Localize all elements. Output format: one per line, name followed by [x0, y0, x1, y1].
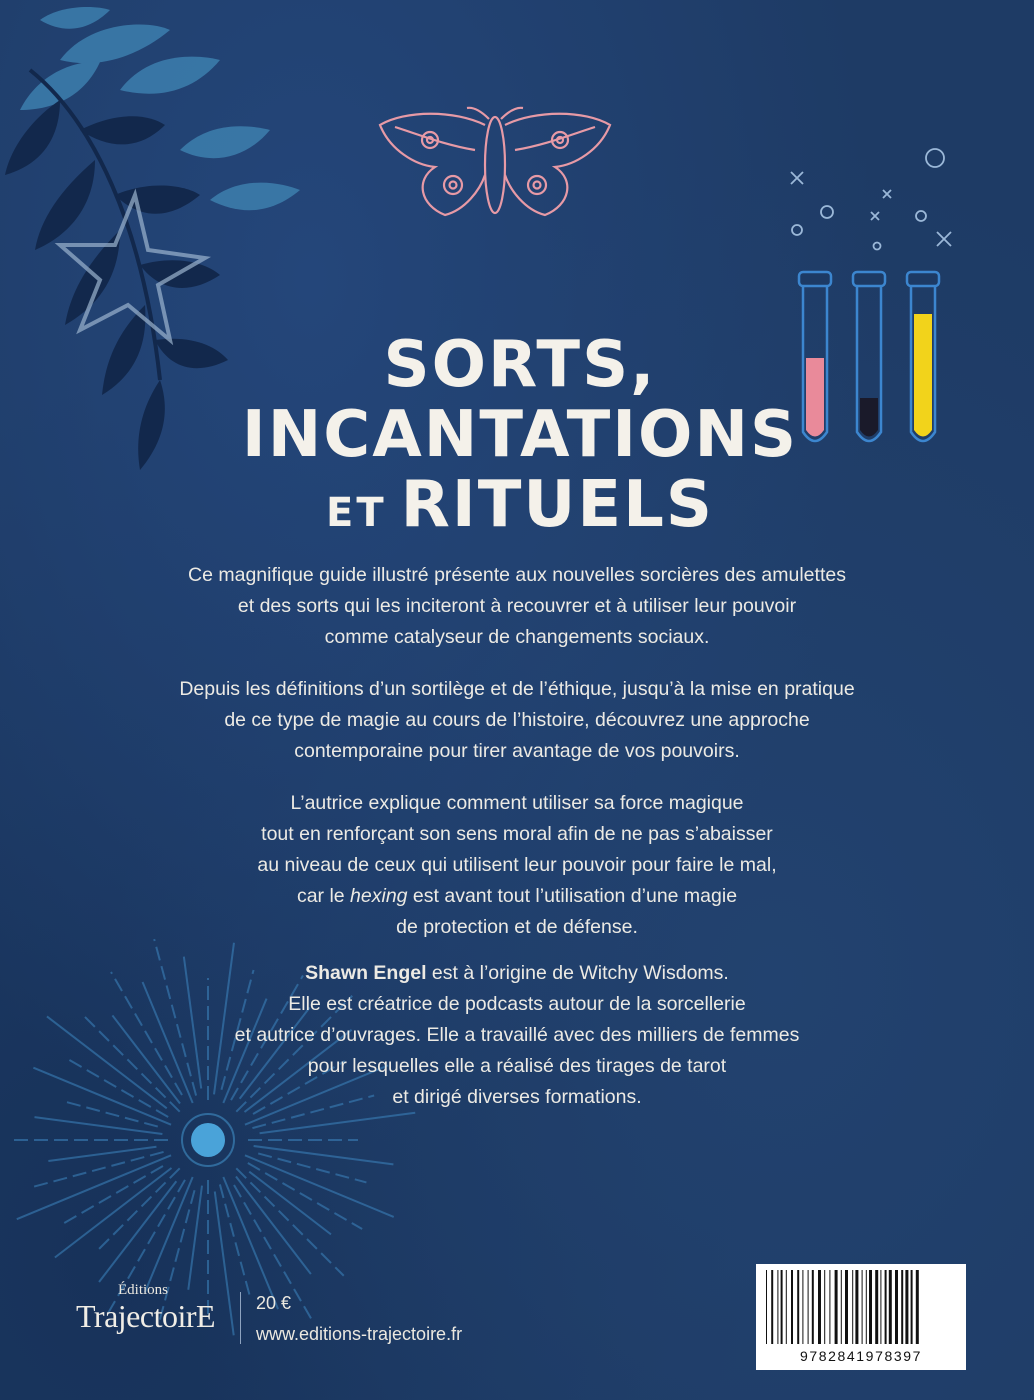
text-line: tout en renforçant son sens moral afin de ne pas s’abaisser [261, 823, 773, 845]
barcode-bar [905, 1270, 908, 1344]
barcode-bar [855, 1270, 858, 1344]
barcode-bar [852, 1270, 853, 1344]
barcode-bar [802, 1270, 803, 1344]
text-fragment: est avant tout l’utilisation d’une magie [407, 885, 738, 907]
barcode-bar [869, 1270, 872, 1344]
barcode-bars [756, 1264, 966, 1348]
sunburst-ray [188, 1186, 202, 1290]
text-line: de protection et de défense. [396, 916, 638, 938]
tube-dark [853, 272, 885, 441]
text-line: de ce type de magie au cours de l’histoire, découvrez une approche [224, 709, 810, 731]
sunburst-ray [236, 1168, 343, 1275]
text-line [80, 881, 954, 912]
barcode-bar [771, 1270, 773, 1344]
barcode-bar [885, 1270, 887, 1344]
text-line [80, 958, 954, 989]
sunburst-ray [260, 1113, 416, 1133]
text-line: et dirigé diverses formations. [392, 1086, 642, 1108]
barcode-bar [766, 1270, 767, 1344]
sunburst-ray [30, 1152, 163, 1188]
barcode-bar [901, 1270, 903, 1344]
tube-yellow [907, 272, 939, 441]
barcode-bar [875, 1270, 878, 1344]
price: 20 € [256, 1293, 292, 1313]
author-bio [80, 958, 954, 1113]
author-name: Shawn Engel [305, 962, 427, 984]
text-fragment: est à l’origine de Witchy Wisdoms. [426, 962, 729, 984]
barcode-bar [777, 1270, 778, 1344]
barcode-bar [829, 1270, 830, 1344]
text-line: pour lesquelles elle a réalisé des tirages de tarot [307, 1055, 727, 1077]
barcode-bar [889, 1270, 892, 1344]
barcode [756, 1264, 966, 1370]
barcode-bar [781, 1270, 783, 1344]
barcode-bar [835, 1270, 838, 1344]
publisher-logo [76, 1282, 236, 1352]
text-line: Depuis les définitions d’un sortilège et de l’éthique, jusqu’à la mise en pratique [179, 678, 855, 700]
barcode-bar [808, 1270, 809, 1344]
description-paragraph-2 [80, 674, 954, 767]
text-line: L’autrice explique comment utiliser sa force magique [290, 792, 744, 814]
text-line: et des sorts qui les inciteront à recouvrer et à utiliser leur pouvoir [237, 595, 797, 617]
barcode-bar [818, 1270, 821, 1344]
sunburst-ray [145, 1177, 193, 1292]
text-line: comme catalyseur de changements sociaux. [324, 626, 710, 648]
publisher-name: TrajectoirE [76, 1298, 216, 1334]
barcode-bar [812, 1270, 814, 1344]
text-line: Elle est créatrice de podcasts autour de la sorcellerie [288, 993, 746, 1015]
barcode-bar [845, 1270, 848, 1344]
barcode-bar [824, 1270, 825, 1344]
publisher-editions-label: Éditions [118, 1282, 169, 1298]
publisher-divider [240, 1292, 241, 1344]
barcode-bar [866, 1270, 867, 1344]
hexing-term: hexing [350, 885, 408, 907]
barcode-bar [786, 1270, 787, 1344]
text-line: et autrice d’ouvrages. Elle a travaillé avec des milliers de femmes [234, 1024, 800, 1046]
text-fragment: car le [296, 885, 351, 907]
barcode-bar [797, 1270, 799, 1344]
barcode-bar [895, 1270, 898, 1344]
sunburst-ray [34, 1117, 162, 1134]
barcode-bar [916, 1270, 919, 1344]
book-title [200, 330, 840, 548]
description-paragraph-3 [80, 788, 954, 943]
barcode-bar [791, 1270, 793, 1344]
barcode-bar [911, 1270, 913, 1344]
barcode-bar [880, 1270, 881, 1344]
text-line: au niveau de ceux qui utilisent leur pouvoir pour faire le mal, [257, 854, 777, 876]
text-line: contemporaine pour tirer avantage de vos pouvoirs. [294, 740, 740, 762]
sunburst-ray [220, 1184, 250, 1294]
publisher-website: www.editions-trajectoire.fr [256, 1324, 463, 1344]
description-paragraph-1 [80, 560, 954, 653]
sunburst-ray [55, 1168, 172, 1257]
title-rituels: RITUELS [400, 468, 714, 542]
title-line-2: INCANTATIONS [241, 398, 799, 472]
title-et: ET [326, 490, 387, 536]
text-line: Ce magnifique guide illustré présente aux nouvelles sorcières des amulettes [188, 564, 846, 586]
barcode-bar [841, 1270, 842, 1344]
title-line-3 [200, 470, 840, 548]
barcode-bar [862, 1270, 863, 1344]
isbn-number: 9782841978397 [799, 1348, 923, 1364]
sunburst-ray [254, 1146, 394, 1164]
moth-illustration [375, 105, 615, 235]
title-line-1: SORTS, [383, 328, 657, 402]
